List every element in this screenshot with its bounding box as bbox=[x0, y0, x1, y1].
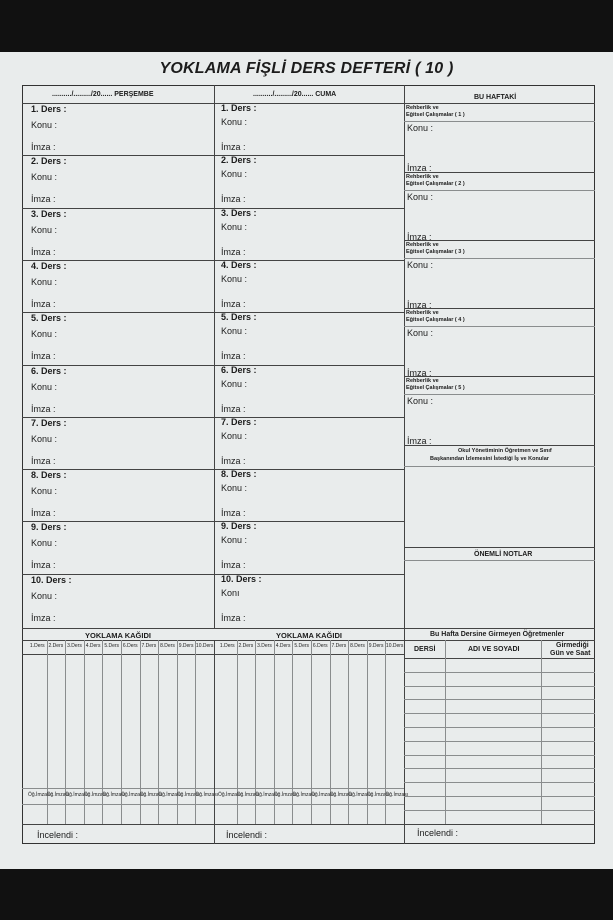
guidance-imza: İmza : bbox=[407, 368, 432, 378]
friday-lesson-label: 7. Ders : bbox=[221, 416, 257, 427]
guidance-title: Rehberlik ve bbox=[406, 174, 439, 180]
attendance-sign-cell: Öğ.İmzası bbox=[139, 792, 163, 798]
attendance-sign-cell: Öğ.İmzası bbox=[236, 792, 260, 798]
thursday-konu-label: Konu : bbox=[31, 486, 58, 497]
guidance-imza: İmza : bbox=[407, 163, 432, 173]
friday-konu-label: Konu : bbox=[221, 273, 248, 284]
thursday-konu-label: Konu : bbox=[31, 433, 58, 444]
thursday-imza-label: İmza : bbox=[31, 142, 56, 152]
attendance-title-right: YOKLAMA KAĞIDI bbox=[276, 631, 342, 640]
attendance-col-header: 9.Ders bbox=[178, 643, 194, 649]
thursday-konu-label: Konu : bbox=[31, 172, 58, 183]
thursday-lesson-label: 6. Ders : bbox=[31, 365, 67, 376]
attendance-col-header: 7.Ders bbox=[331, 643, 347, 649]
attendance-col-header: 5.Ders bbox=[104, 643, 120, 649]
friday-lesson-label: 6. Ders : bbox=[221, 364, 257, 375]
attendance-col-header: 2.Ders bbox=[238, 643, 254, 649]
attendance-title-left: YOKLAMA KAĞIDI bbox=[85, 631, 151, 640]
header-divider bbox=[22, 103, 595, 104]
friday-konu-label: Konu : bbox=[221, 169, 248, 180]
lesson-row-divider bbox=[22, 155, 404, 156]
important-notes-title: ÖNEMLİ NOTLAR bbox=[474, 551, 533, 558]
thursday-lesson-label: 3. Ders : bbox=[31, 208, 67, 219]
sign-bottom-line bbox=[22, 804, 404, 805]
absent-row-line bbox=[404, 727, 595, 728]
thursday-konu-label: Konu : bbox=[31, 224, 58, 235]
guidance-konu: Konu : bbox=[407, 260, 434, 270]
thursday-konu-label: Konu : bbox=[31, 120, 58, 130]
guidance-line: Eğitsel Çalışmalar ( 3 ) bbox=[406, 249, 465, 255]
guidance-subline bbox=[404, 394, 595, 395]
guidance-subline bbox=[404, 258, 595, 259]
attendance-col-header: 3.Ders bbox=[257, 643, 272, 649]
guidance-subline bbox=[404, 190, 595, 191]
thursday-konu-label: Konu : bbox=[31, 590, 58, 601]
attendance-col-header: 2.Ders bbox=[48, 643, 64, 649]
guidance-divider bbox=[404, 172, 595, 173]
friday-lesson-label: 10. Ders : bbox=[221, 573, 262, 584]
attendance-sign-cell: Öğ.İmzası bbox=[329, 792, 353, 798]
attendance-col-header: 4.Ders bbox=[85, 643, 101, 649]
thursday-konu-label: Konu : bbox=[31, 538, 58, 549]
friday-konu-label: Konu : bbox=[221, 378, 248, 389]
friday-konu-label: Konu : bbox=[221, 483, 248, 494]
attendance-sign-cell: Öğ.İmzası bbox=[28, 792, 51, 798]
friday-header: ........../........./20...... CUMA bbox=[253, 91, 337, 98]
friday-konu-label: Konu : bbox=[221, 430, 248, 441]
friday-imza-label: İmza : bbox=[221, 455, 246, 466]
attendance-header-top bbox=[22, 640, 595, 641]
notes-subline bbox=[404, 560, 595, 561]
attendance-sign-cell: Öğ.İmzası bbox=[366, 792, 390, 798]
friday-lesson-label: 8. Ders : bbox=[221, 469, 257, 480]
absent-row-line bbox=[404, 810, 595, 811]
guidance-title: Rehberlik ve bbox=[406, 242, 439, 248]
guidance-divider bbox=[404, 240, 595, 241]
guidance-title: Rehberlik ve bbox=[406, 310, 439, 316]
friday-konu-label: Konu : bbox=[221, 535, 248, 546]
absent-row-line bbox=[404, 686, 595, 687]
friday-lesson-label: 4. Ders : bbox=[221, 259, 257, 270]
absent-header-bottom bbox=[404, 658, 595, 659]
form-frame bbox=[22, 85, 595, 844]
attendance-col-header: 10.Ders bbox=[385, 643, 404, 649]
lesson-row-divider bbox=[22, 312, 404, 313]
thursday-imza-label: İmza : bbox=[31, 246, 56, 257]
attendance-col-header: 8.Ders bbox=[350, 643, 365, 649]
absent-row-line bbox=[404, 782, 595, 783]
friday-lesson-label: 3. Ders : bbox=[221, 207, 257, 218]
lesson-row-divider bbox=[22, 260, 404, 261]
absent-row-line bbox=[404, 768, 595, 769]
attendance-col-header: 6.Ders bbox=[312, 643, 328, 649]
guidance-imza: İmza : bbox=[407, 436, 432, 446]
attendance-sign-cell: Öğ.İmzası bbox=[121, 792, 144, 798]
thursday-lesson-label: 10. Ders : bbox=[31, 574, 72, 585]
friday-imza-label: İmza : bbox=[221, 194, 246, 205]
column-divider-1 bbox=[214, 85, 215, 628]
lesson-row-divider bbox=[22, 365, 404, 366]
friday-lesson-label: 9. Ders : bbox=[221, 521, 257, 532]
attendance-sign-cell: Öğ.İmzası bbox=[158, 792, 181, 798]
thursday-imza-label: İmza : bbox=[31, 403, 56, 414]
attendance-header-bottom bbox=[22, 654, 404, 655]
friday-lesson-label: 1. Ders : bbox=[221, 103, 257, 113]
thursday-lesson-label: 9. Ders : bbox=[31, 522, 67, 533]
guidance-konu: Konu : bbox=[407, 328, 434, 338]
friday-lesson-label: 5. Ders : bbox=[221, 312, 257, 323]
admin-note-line2: Başkanından İzlemesini İstediği İş ve Konular bbox=[430, 456, 549, 462]
friday-konu-label: Konu : bbox=[221, 117, 248, 127]
thursday-konu-label: Konu : bbox=[31, 381, 58, 392]
friday-imza-label: İmza : bbox=[221, 560, 246, 571]
absent-row-line bbox=[404, 755, 595, 756]
attendance-sign-cell: Öğ.İmzası bbox=[46, 792, 70, 798]
thursday-lesson-label: 2. Ders : bbox=[31, 156, 67, 167]
lesson-row-divider bbox=[22, 417, 404, 418]
absent-row-line bbox=[404, 713, 595, 714]
guidance-divider bbox=[404, 308, 595, 309]
thursday-imza-label: İmza : bbox=[31, 455, 56, 466]
thursday-imza-label: İmza : bbox=[31, 612, 56, 623]
thursday-imza-label: İmza : bbox=[31, 194, 56, 205]
guidance-title: Rehberlik ve bbox=[406, 378, 439, 384]
absent-col-when-1: Girmediği bbox=[556, 642, 589, 649]
attendance-sign-cell: Öğ.İmzası bbox=[218, 792, 241, 798]
attendance-col-header: 8.Ders bbox=[160, 643, 175, 649]
attendance-sign-cell: Öğ.İmzası bbox=[348, 792, 371, 798]
guidance-imza: İmza : bbox=[407, 232, 432, 242]
attendance-sign-cell: Öğ.İmzası bbox=[65, 792, 88, 798]
absent-teachers-title: Bu Hafta Dersine Girmeyen Öğretmenler bbox=[430, 631, 565, 638]
guidance-title: Rehberlik ve bbox=[406, 105, 439, 111]
absent-col-ders: DERSİ bbox=[414, 646, 436, 653]
thursday-header: ........../........./20...... PERŞEMBE bbox=[52, 91, 154, 98]
admin-note-subline bbox=[404, 466, 595, 467]
attendance-sign-cell: Öğ.İmzası bbox=[102, 792, 126, 798]
attendance-sign-cell: Öğ.İmzası bbox=[311, 792, 334, 798]
absent-row-line bbox=[404, 699, 595, 700]
absent-row-line bbox=[404, 741, 595, 742]
absent-col-name: ADI VE SOYADI bbox=[468, 646, 520, 653]
thursday-lesson-label: 7. Ders : bbox=[31, 417, 67, 428]
attendance-sign-cell: Öğ.İmzası bbox=[83, 792, 107, 798]
absent-row-line bbox=[404, 796, 595, 797]
attendance-divider bbox=[214, 640, 215, 844]
friday-imza-label: İmza : bbox=[221, 403, 246, 414]
guidance-line: Eğitsel Çalışmalar ( 5 ) bbox=[406, 385, 465, 391]
thursday-imza-label: İmza : bbox=[31, 560, 56, 571]
reviewed-top-line bbox=[22, 824, 595, 825]
attendance-col-header: 4.Ders bbox=[275, 643, 291, 649]
friday-imza-label: İmza : bbox=[221, 351, 246, 362]
attendance-sign-cell: Öğ.İmzası bbox=[195, 792, 219, 798]
thursday-konu-label: Konu : bbox=[31, 276, 58, 287]
attendance-col-header: 7.Ders bbox=[141, 643, 157, 649]
admin-note-line1: Okul Yönetiminin Öğretmen ve Sınıf bbox=[458, 448, 552, 454]
column-divider-2 bbox=[404, 85, 405, 844]
friday-imza-label: İmza : bbox=[221, 142, 246, 152]
guidance-line: Eğitsel Çalışmalar ( 2 ) bbox=[406, 181, 465, 187]
friday-konu-label: Konı bbox=[221, 587, 240, 598]
guidance-imza: İmza : bbox=[407, 300, 432, 310]
thursday-lesson-label: 4. Ders : bbox=[31, 260, 67, 271]
attendance-col-header: 9.Ders bbox=[368, 643, 384, 649]
reviewed-left: İncelendi : bbox=[37, 830, 79, 840]
absent-col-when-2: Gün ve Saat bbox=[550, 650, 591, 657]
attendance-sign-cell: Öğ.İmzası bbox=[176, 792, 200, 798]
reviewed-right: İncelendi : bbox=[417, 828, 459, 838]
lesson-row-divider bbox=[22, 574, 404, 575]
thursday-lesson-label: 1. Ders : bbox=[31, 104, 67, 114]
attendance-sign-cell: Öğ.İmzası bbox=[255, 792, 278, 798]
lesson-row-divider bbox=[22, 208, 404, 209]
lesson-row-divider bbox=[22, 469, 404, 470]
guidance-subline bbox=[404, 326, 595, 327]
attendance-top-divider bbox=[22, 628, 595, 629]
guidance-line: Eğitsel Çalışmalar ( 1 ) bbox=[406, 112, 465, 118]
page-title: YOKLAMA FİŞLİ DERS DEFTERİ ( 10 ) bbox=[159, 60, 454, 77]
friday-imza-label: İmza : bbox=[221, 298, 246, 309]
friday-imza-label: İmza : bbox=[221, 508, 246, 519]
thursday-konu-label: Konu : bbox=[31, 329, 58, 340]
attendance-col-header: 3.Ders bbox=[67, 643, 82, 649]
attendance-sign-cell: Öğ.İmzası bbox=[385, 792, 409, 798]
attendance-col-header: 5.Ders bbox=[294, 643, 310, 649]
guidance-konu: Konu : bbox=[407, 396, 434, 406]
attendance-col-header: 10.Ders bbox=[195, 643, 214, 649]
attendance-col-header: 6.Ders bbox=[122, 643, 138, 649]
thursday-lesson-label: 5. Ders : bbox=[31, 313, 67, 324]
guidance-konu: Konu : bbox=[407, 123, 434, 133]
attendance-sign-cell: Öğ.İmzası bbox=[273, 792, 297, 798]
thursday-lesson-label: 8. Ders : bbox=[31, 470, 67, 481]
friday-konu-label: Konu : bbox=[221, 326, 248, 337]
thursday-imza-label: İmza : bbox=[31, 508, 56, 519]
notes-divider bbox=[404, 547, 595, 548]
guidance-divider bbox=[404, 376, 595, 377]
attendance-sign-cell: Öğ.İmzası bbox=[292, 792, 316, 798]
friday-imza-label: İmza : bbox=[221, 612, 246, 623]
friday-konu-label: Konu : bbox=[221, 221, 248, 232]
friday-lesson-label: 2. Ders : bbox=[221, 155, 257, 166]
admin-note-divider bbox=[404, 445, 595, 446]
absent-row-line bbox=[404, 672, 595, 673]
thursday-imza-label: İmza : bbox=[31, 351, 56, 362]
friday-imza-label: İmza : bbox=[221, 246, 246, 257]
thursday-imza-label: İmza : bbox=[31, 298, 56, 309]
lesson-row-divider bbox=[22, 521, 404, 522]
attendance-col-header: 1.Ders bbox=[29, 643, 45, 649]
sign-top-line bbox=[22, 788, 404, 789]
reviewed-middle: İncelendi : bbox=[226, 830, 268, 840]
this-week-header: BU HAFTAKİ bbox=[474, 94, 517, 101]
guidance-line: Eğitsel Çalışmalar ( 4 ) bbox=[406, 317, 465, 323]
guidance-subline bbox=[404, 121, 595, 122]
attendance-col-header: 1.Ders bbox=[219, 643, 235, 649]
guidance-konu: Konu : bbox=[407, 192, 434, 202]
